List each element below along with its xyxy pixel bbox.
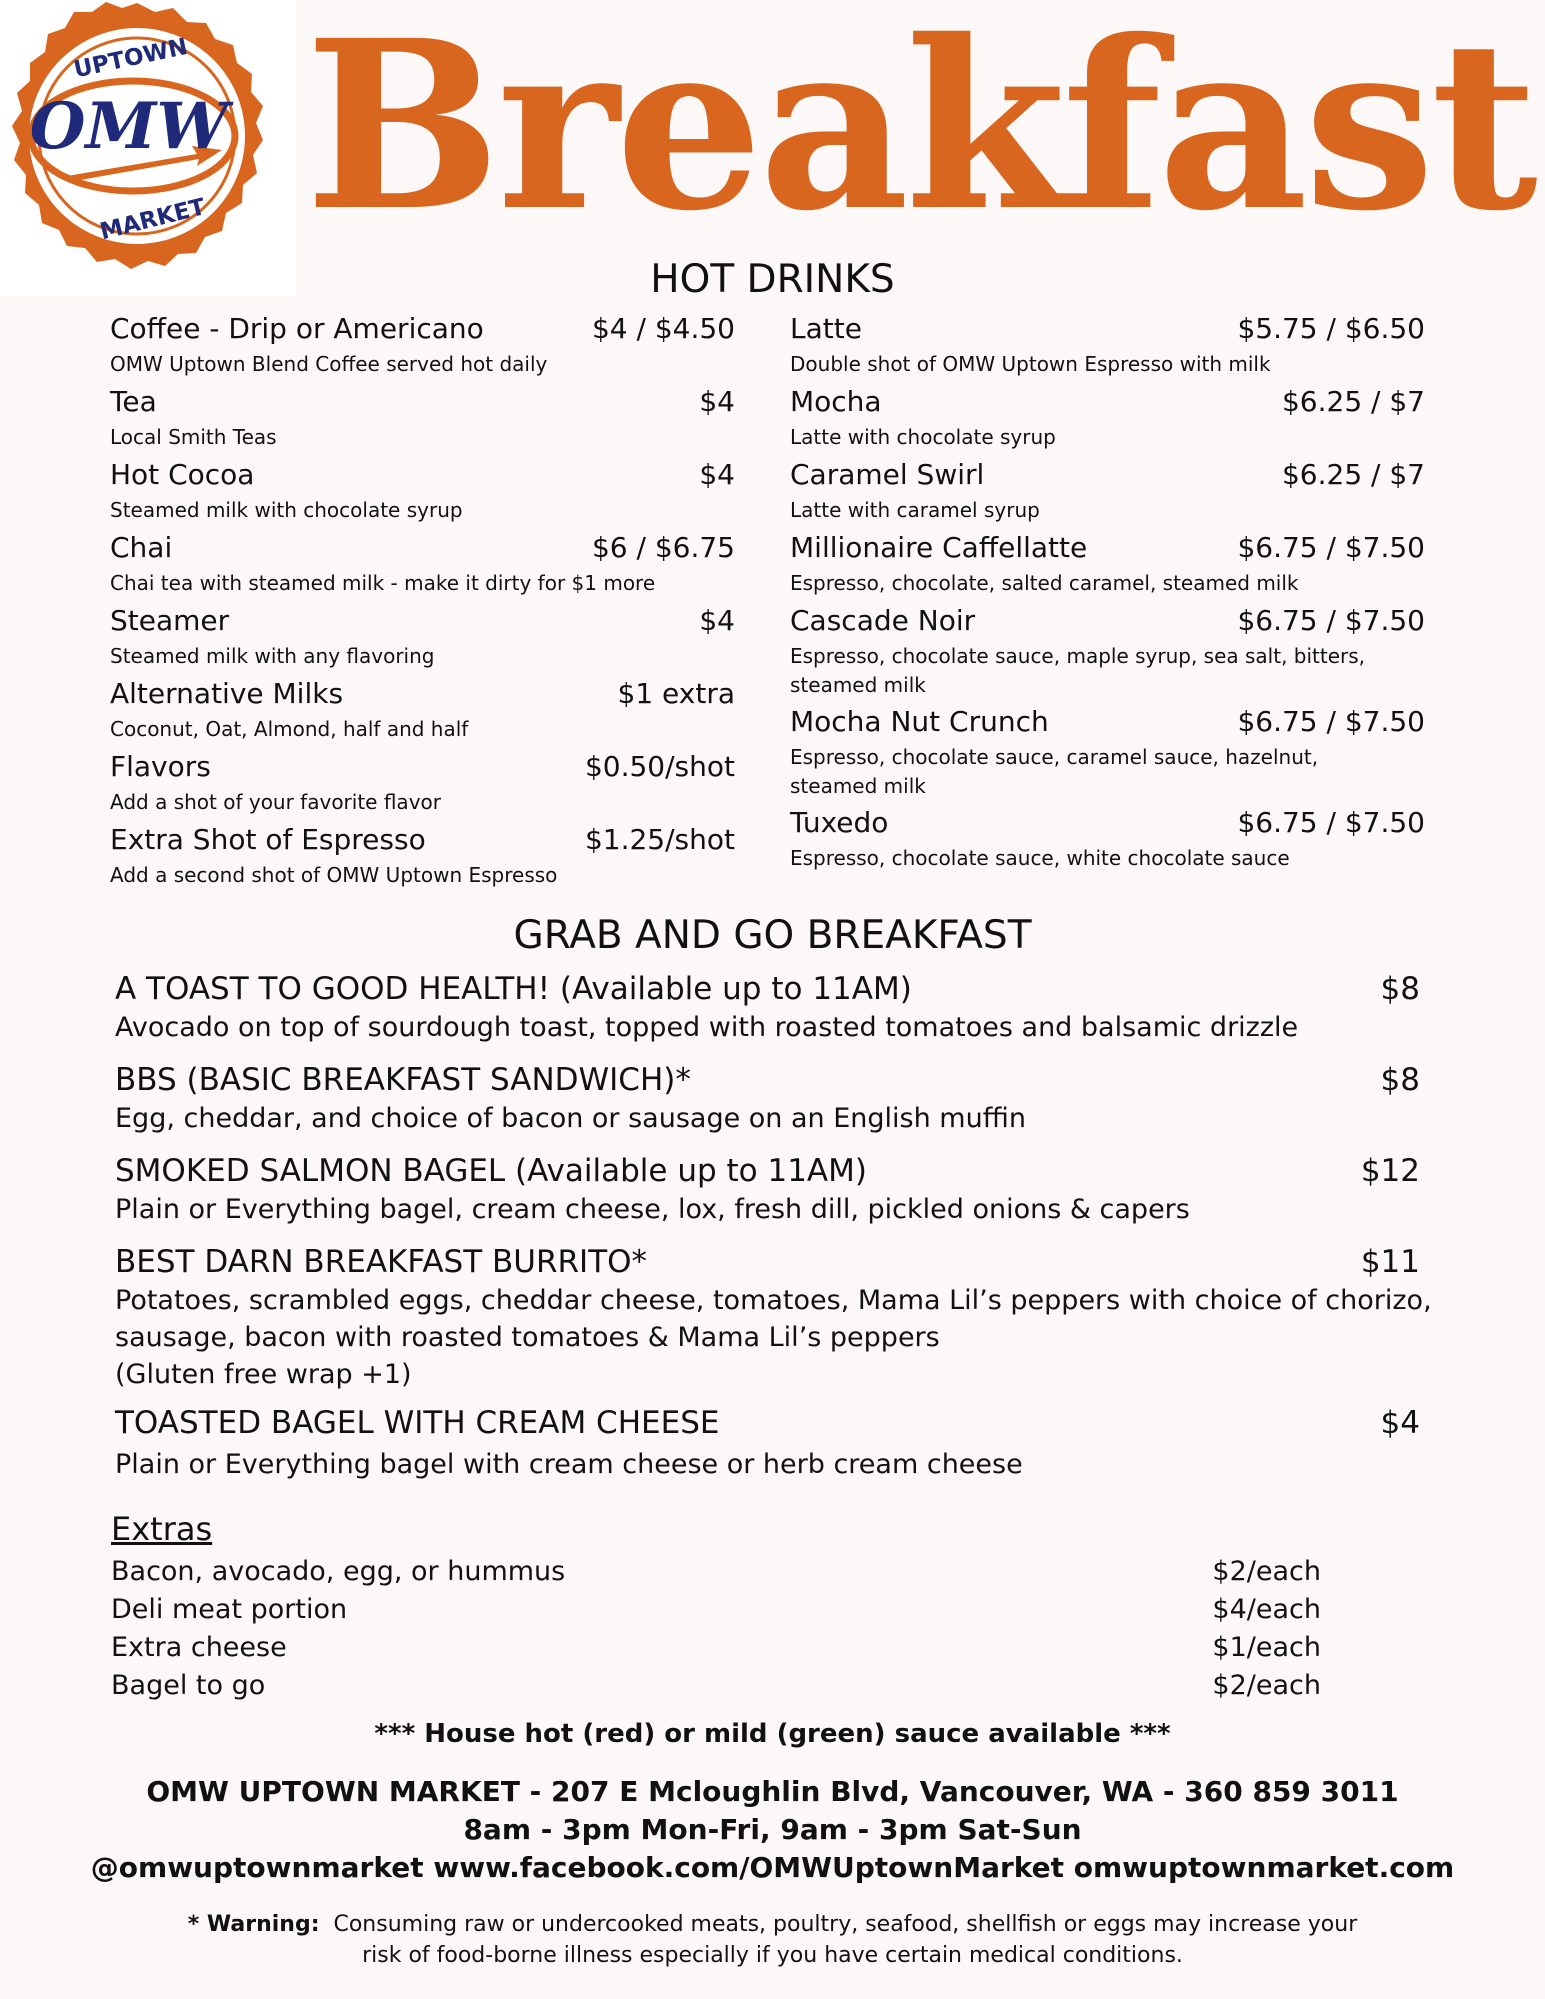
item-name: Chai — [110, 531, 173, 564]
item-description: Espresso, chocolate sauce, maple syrup, sea salt, bitters, — [790, 644, 1366, 668]
item-description: Steamed milk with chocolate syrup — [110, 498, 463, 522]
warning-line-2: risk of food-borne illness especially if you have certain medical conditions. — [362, 1943, 1183, 1968]
item-description: Espresso, chocolate sauce, white chocolate sauce — [790, 846, 1290, 870]
extra-price: $4/each — [1212, 1594, 1321, 1625]
item-description: Espresso, chocolate, salted caramel, steamed milk — [790, 571, 1299, 595]
extra-item — [111, 1553, 1321, 1591]
item-name: Caramel Swirl — [790, 458, 985, 491]
item-price: $4 / $4.50 — [591, 312, 735, 345]
item-description: OMW Uptown Blend Coffee served hot daily — [110, 352, 548, 376]
item-name: Flavors — [110, 750, 211, 783]
item-price: $6.75 / $7.50 — [1237, 806, 1425, 839]
item-price: $8 — [1380, 1062, 1420, 1098]
extras-heading: Extras — [111, 1510, 213, 1548]
item-price: $4 — [699, 604, 735, 637]
item-price: $1.25/shot — [584, 823, 735, 856]
item-description: Add a second shot of OMW Uptown Espresso — [110, 863, 558, 887]
extra-item — [111, 1629, 1321, 1667]
item-description-continued: sausage, bacon with roasted tomatoes & Mama Lil’s peppers — [115, 1322, 940, 1353]
logo-omw-text: OMW — [29, 89, 229, 164]
item-name: Alternative Milks — [110, 677, 344, 710]
item-price: $6.75 / $7.50 — [1237, 531, 1425, 564]
item-description: Potatoes, scrambled eggs, cheddar cheese, tomatoes, Mama Lil’s peppers with choice of chorizo, — [115, 1285, 1432, 1316]
item-name: Tea — [110, 385, 157, 418]
menu-item — [110, 600, 735, 671]
menu-item — [790, 701, 1425, 801]
item-name: Tuxedo — [790, 806, 889, 839]
extra-name: Bacon, avocado, egg, or hummus — [111, 1556, 566, 1587]
menu-item — [110, 527, 735, 598]
item-price: $6 / $6.75 — [591, 531, 735, 564]
item-name: Cascade Noir — [790, 604, 976, 637]
item-name: BEST DARN BREAKFAST BURRITO* — [115, 1244, 648, 1280]
menu-item — [790, 802, 1425, 873]
grab-item — [115, 1242, 1432, 1393]
logo — [0, 0, 296, 296]
sauce-note: *** House hot (red) or mild (green) sauce available *** — [374, 1719, 1171, 1749]
menu-item — [110, 454, 735, 525]
item-description: Coconut, Oat, Almond, half and half — [110, 717, 469, 741]
item-price: $5.75 / $6.50 — [1237, 312, 1425, 345]
warning-text: Consuming raw or undercooked meats, poultry, seafood, shellfish or eggs may increase your — [319, 1912, 1358, 1937]
item-price: $6.25 / $7 — [1281, 458, 1425, 491]
extra-name: Bagel to go — [111, 1670, 266, 1701]
item-price: $11 — [1360, 1244, 1420, 1280]
item-name: Coffee - Drip or Americano — [110, 312, 484, 345]
menu-item — [790, 381, 1425, 452]
hot-drinks-heading: HOT DRINKS — [650, 257, 895, 302]
item-description: Latte with caramel syrup — [790, 498, 1040, 522]
item-price: $4 — [699, 458, 735, 491]
page-title: Breakfast — [305, 0, 1534, 262]
menu-item — [110, 673, 735, 744]
item-name: Mocha — [790, 385, 882, 418]
item-price: $6.75 / $7.50 — [1237, 604, 1425, 637]
extra-name: Deli meat portion — [111, 1594, 348, 1625]
item-description: Local Smith Teas — [110, 425, 277, 449]
warning-prefix: * Warning: — [187, 1912, 320, 1937]
menu-item — [790, 308, 1425, 379]
menu-item — [110, 308, 735, 379]
item-price: $4 — [1380, 1405, 1420, 1441]
item-description: Steamed milk with any flavoring — [110, 644, 435, 668]
menu-item — [110, 381, 735, 452]
footer-address: OMW UPTOWN MARKET - 207 E Mcloughlin Blvd, Vancouver, WA - 360 859 3011 — [146, 1775, 1399, 1808]
item-name: Mocha Nut Crunch — [790, 705, 1049, 738]
footer-social: @omwuptownmarket www.facebook.com/OMWUptownMarket omwuptownmarket.com — [90, 1851, 1455, 1884]
extra-name: Extra cheese — [111, 1632, 287, 1663]
warning-line-1 — [0, 1909, 1545, 1940]
item-name: Steamer — [110, 604, 230, 637]
grab-and-go-heading: GRAB AND GO BREAKFAST — [513, 913, 1032, 958]
item-description-continued: steamed milk — [790, 774, 926, 798]
grab-item — [115, 1060, 1420, 1137]
item-description: Add a shot of your favorite flavor — [110, 790, 441, 814]
grab-item — [115, 1403, 1420, 1483]
item-description: Egg, cheddar, and choice of bacon or sausage on an English muffin — [115, 1103, 1026, 1134]
item-description: Avocado on top of sourdough toast, topped with roasted tomatoes and balsamic drizzle — [115, 1012, 1299, 1043]
item-price: $0.50/shot — [584, 750, 735, 783]
item-description: Plain or Everything bagel, cream cheese, lox, fresh dill, pickled onions & capers — [115, 1194, 1190, 1225]
item-name: TOASTED BAGEL WITH CREAM CHEESE — [115, 1405, 720, 1441]
item-price: $6.75 / $7.50 — [1237, 705, 1425, 738]
item-description-continued: steamed milk — [790, 673, 926, 697]
extra-item — [111, 1591, 1321, 1629]
footer-hours: 8am - 3pm Mon-Fri, 9am - 3pm Sat-Sun — [463, 1813, 1082, 1846]
menu-item — [790, 600, 1425, 700]
item-price: $1 extra — [617, 677, 735, 710]
logo-market-text: MARKET — [97, 194, 209, 246]
extra-price: $2/each — [1212, 1556, 1321, 1587]
item-name: Latte — [790, 312, 862, 345]
item-description: Double shot of OMW Uptown Espresso with milk — [790, 352, 1271, 376]
grab-item — [115, 1151, 1420, 1228]
logo-uptown-text: UPTOWN — [71, 33, 190, 84]
item-description: Plain or Everything bagel with cream cheese or herb cream cheese — [115, 1449, 1023, 1480]
item-price: $8 — [1380, 971, 1420, 1007]
menu-item — [790, 527, 1425, 598]
item-name: Extra Shot of Espresso — [110, 823, 426, 856]
extra-price: $2/each — [1212, 1670, 1321, 1701]
item-name: A TOAST TO GOOD HEALTH! (Available up to 11AM) — [115, 971, 912, 1007]
extra-item — [111, 1667, 1321, 1705]
item-price: $6.25 / $7 — [1281, 385, 1425, 418]
omw-logo-badge — [0, 0, 296, 296]
menu-item — [110, 746, 735, 817]
item-name: BBS (BASIC BREAKFAST SANDWICH)* — [115, 1062, 691, 1098]
item-price: $12 — [1360, 1153, 1420, 1189]
item-description: Chai tea with steamed milk - make it dirty for $1 more — [110, 571, 656, 595]
item-name: SMOKED SALMON BAGEL (Available up to 11AM) — [115, 1153, 867, 1189]
item-name: Millionaire Caffellatte — [790, 531, 1088, 564]
item-price: $4 — [699, 385, 735, 418]
menu-item — [110, 819, 735, 890]
item-description: Latte with chocolate syrup — [790, 425, 1056, 449]
extra-price: $1/each — [1212, 1632, 1321, 1663]
item-description: Espresso, chocolate sauce, caramel sauce, hazelnut, — [790, 745, 1319, 769]
item-note: (Gluten free wrap +1) — [115, 1359, 412, 1390]
grab-item — [115, 969, 1420, 1046]
item-name: Hot Cocoa — [110, 458, 255, 491]
menu-item — [790, 454, 1425, 525]
